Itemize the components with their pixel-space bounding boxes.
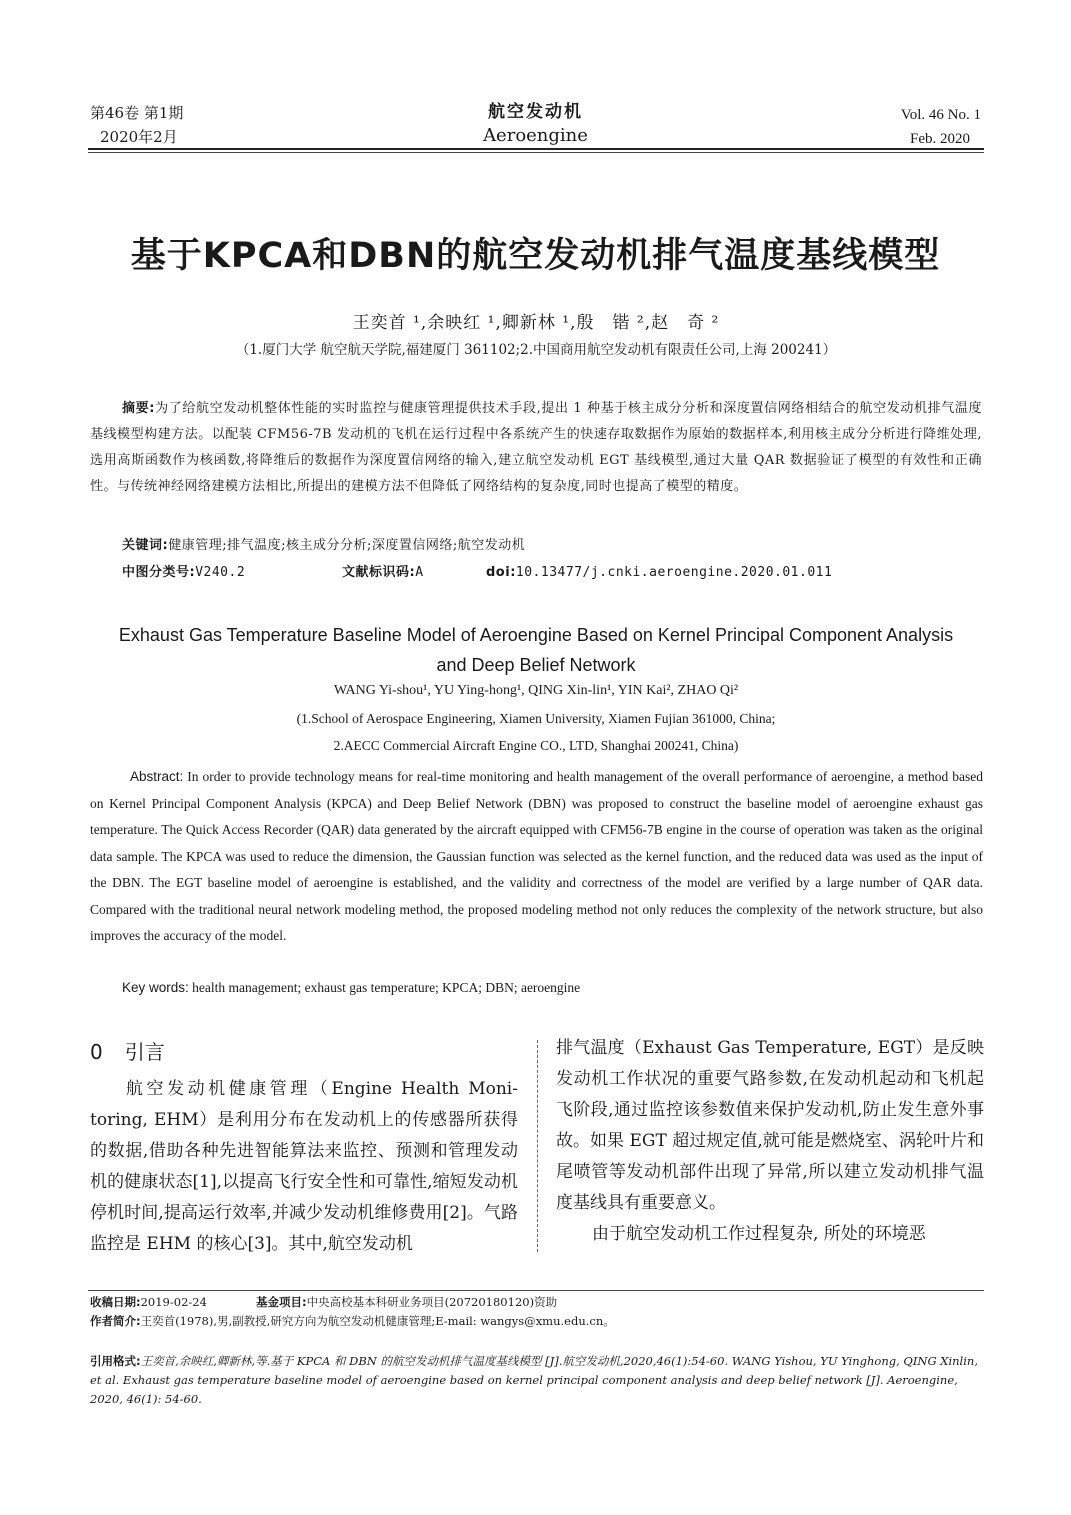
fund-label: 基金项目: xyxy=(256,1295,307,1309)
body-column-left: 航空发动机健康管理（Engine Health Moni-toring, EHM）是利用分布在发动机上的传感器所获得的数据,借助各种先进智能算法来监控、预测和管理发动机的健康状态[1],以提高飞行安全性和可靠性,缩短发动机停机时间,提高运行效率,并减少发动机维修费用[2]。气路监控是 EHM 的核心[3]。其中,航空发动机 xyxy=(90,1079,518,1254)
paper-title-en-line1: Exhaust Gas Temperature Baseline Model of Aeroengine Based on Kernel Principal Component Analysis xyxy=(118,625,954,645)
document-code xyxy=(342,560,424,586)
affiliation-en-1: (1.School of Aerospace Engineering, Xiamen University, Xiamen Fujian 361000, China; xyxy=(296,711,776,726)
authors-zh: 王奕首 ¹,余映红 ¹,卿新林 ¹,殷 锴 ²,赵 奇 ² xyxy=(352,313,720,333)
abstract-en-label: Abstract: xyxy=(130,769,184,784)
header-rule-top xyxy=(88,148,984,150)
keywords-zh-text: 健康管理;排气温度;核主成分分析;深度置信网络;航空发动机 xyxy=(168,538,526,553)
doi xyxy=(486,560,832,586)
footnote-rule xyxy=(88,1290,984,1291)
body-column-right-p1: 排气温度（Exhaust Gas Temperature, EGT）是反映发动机工作状况的重要气路参数,在发动机起动和飞机起飞阶段,通过监控该参数值来保护发动机,防止发生意外事故。如果 EGT 超过规定值,就可能是燃烧室、涡轮叶片和尾喷管等发动机部件出现了异常,所以建立发动机排气温度基线具有重要意义。 xyxy=(556,1038,984,1213)
author-bio-label: 作者简介: xyxy=(90,1314,141,1328)
journal-zh: 航空发动机 xyxy=(488,102,583,122)
paper-title-zh: 基于KPCA和DBN的航空发动机排气温度基线模型 xyxy=(130,236,941,276)
keywords-zh-label: 关键词: xyxy=(122,538,169,553)
abstract-en xyxy=(90,764,983,950)
citation-text: 王奕首,余映红,卿新林,等.基于 KPCA 和 DBN 的航空发动机排气温度基线模型 [J].航空发动机,2020,46(1):54-60. WANG Yishou, YU Yinghong, QING Xinlin, et al. Exhaust gas temperature baseline model of aeroengine based on kernel principal component analysis and deep belief network [J]. Aeroengine, 2020, 46(1): 54-60. xyxy=(90,1354,978,1406)
citation-label: 引用格式: xyxy=(90,1354,141,1368)
received-date xyxy=(90,1293,207,1312)
header-rule-bottom xyxy=(88,152,984,153)
fund-info xyxy=(256,1293,557,1312)
keywords-en-label: Key words: xyxy=(122,980,189,995)
clc-number xyxy=(122,560,245,586)
received-value: 2019-02-24 xyxy=(140,1295,207,1309)
authors-en: WANG Yi-shou¹, YU Ying-hong¹, QING Xin-lin¹, YIN Kai², ZHAO Qi² xyxy=(333,683,739,698)
column-divider xyxy=(537,1040,538,1252)
received-label: 收稿日期: xyxy=(90,1295,141,1309)
journal-en: Aeroengine xyxy=(483,125,588,146)
clc-label: 中图分类号: xyxy=(122,565,196,580)
author-bio-value: 王奕首(1978),男,副教授,研究方向为航空发动机健康管理;E-mail: wangys@xmu.edu.cn。 xyxy=(140,1314,615,1328)
paper-title-en-line2: and Deep Belief Network xyxy=(436,655,636,675)
date-zh: 2020年2月 xyxy=(100,128,178,146)
citation xyxy=(90,1352,985,1409)
section-heading xyxy=(90,1036,165,1065)
section-number: 0 xyxy=(90,1040,103,1064)
doi-label: doi: xyxy=(486,565,516,580)
keywords-en xyxy=(122,975,580,1002)
doc-value: A xyxy=(415,565,424,580)
keywords-zh xyxy=(122,533,525,559)
section-title: 引言 xyxy=(124,1040,165,1064)
affiliation-en-2: 2.AECC Commercial Aircraft Engine CO., LTD, Shanghai 200241, China) xyxy=(333,738,739,753)
affiliation-zh: （1.厦门大学 航空航天学院,福建厦门 361102;2.中国商用航空发动机有限责任公司,上海 200241） xyxy=(235,342,837,358)
abstract-zh-label: 摘要: xyxy=(122,401,155,416)
body-column-right-p2: 由于航空发动机工作过程复杂, 所处的环境恶 xyxy=(592,1224,926,1244)
doc-label: 文献标识码: xyxy=(342,565,416,580)
clc-value: V240.2 xyxy=(195,565,246,580)
doi-value: 10.13477/j.cnki.aeroengine.2020.01.011 xyxy=(515,565,833,580)
date-en: Feb. 2020 xyxy=(910,131,970,147)
author-bio xyxy=(90,1312,615,1331)
fund-value: 中央高校基本科研业务项目(20720180120)资助 xyxy=(306,1295,558,1309)
abstract-en-text: In order to provide technology means for real-time monitoring and health management of the overall performance of aeroengine, a method based on Kernel Principal Component Analysis (KPCA) and Deep Belief Network (DBN) was proposed to construct the baseline model of aeroengine exhaust gas temperature. The Quick Access Recorder (QAR) data generated by the aircraft equipped with CFM56-7B engine in the course of operation was taken as the original data sample. The KPCA was used to reduce the dimension, the Gaussian function was selected as the kernel function, and the reduced data was used as the input of the DBN. The EGT baseline model of aeroengine is established, and the validity and correctness of the model are verified by a large number of QAR data. Compared with the traditional neural network modeling method, the proposed modeling method not only reduces the complexity of the network structure, but also improves the accuracy of the model. xyxy=(90,769,984,943)
keywords-en-text: health management; exhaust gas temperature; KPCA; DBN; aeroengine xyxy=(192,980,581,995)
abstract-zh-text: 为了给航空发动机整体性能的实时监控与健康管理提供技术手段,提出 1 种基于核主成分分析和深度置信网络相结合的航空发动机排气温度基线模型构建方法。以配装 CFM56-7B 发动机的飞机在运行过程中各系统产生的快速存取数据作为原始的数据样本,利用核主成分分析进行降维处理,选用高斯函数作为核函数,将降维后的数据作为深度置信网络的输入,建立航空发动机 EGT 基线模型,通过大量 QAR 数据验证了模型的有效性和正确性。与传统神经网络建模方法相比,所提出的建模方法不但降低了网络结构的复杂度,同时也提高了模型的精度。 xyxy=(90,401,982,494)
abstract-zh xyxy=(90,396,982,500)
issue-zh: 第46卷 第1期 xyxy=(90,104,184,122)
volume: Vol. 46 No. 1 xyxy=(900,107,981,123)
